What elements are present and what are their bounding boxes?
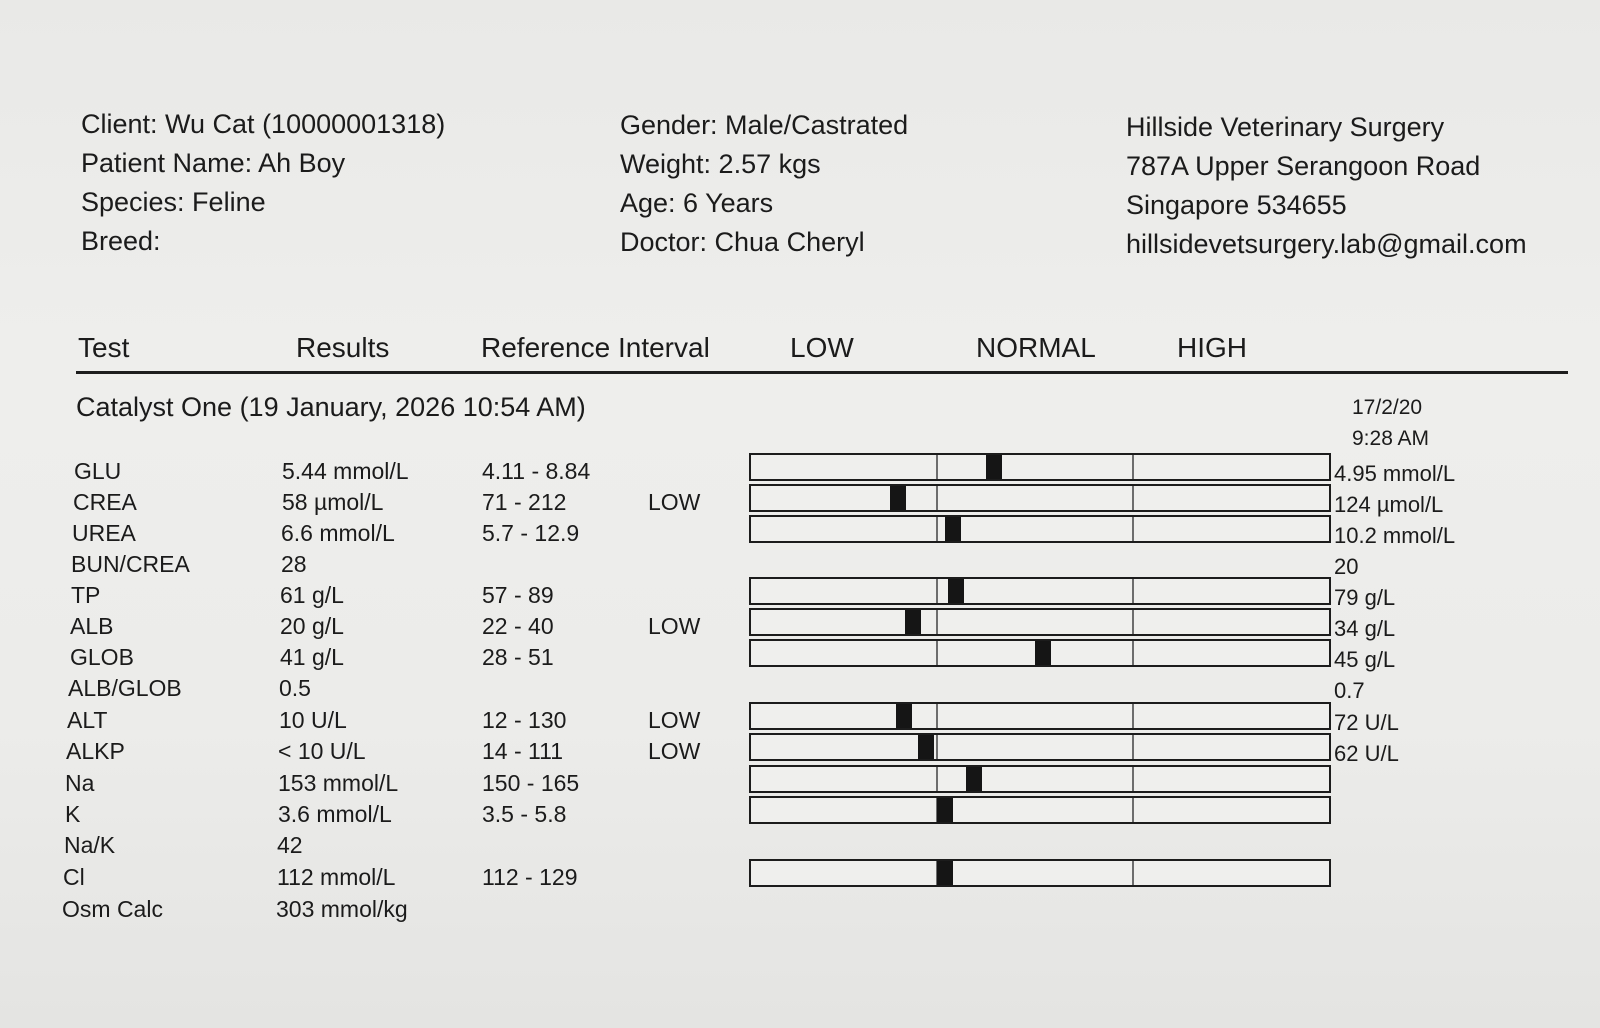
test-result: 20 g/L [280, 613, 344, 639]
normal-high-divider [1132, 517, 1134, 541]
test-name: Na/K [64, 832, 116, 858]
range-gauge [749, 515, 1331, 543]
normal-high-divider [1132, 798, 1134, 822]
low-normal-divider [936, 486, 938, 510]
normal-high-divider [1132, 486, 1134, 510]
low-normal-divider [936, 610, 938, 634]
normal-high-divider [1132, 767, 1134, 791]
gauge-marker [986, 455, 1002, 479]
gauge-marker [966, 767, 982, 791]
test-name: TP [71, 582, 101, 608]
range-gauge [749, 577, 1331, 605]
weight-line: Weight: 2.57 kgs [620, 149, 821, 179]
table-row [0, 864, 1600, 894]
test-result: 0.5 [279, 675, 311, 701]
status-flag: LOW [648, 489, 701, 515]
header-divider [76, 371, 1568, 374]
test-name: GLU [74, 458, 122, 484]
test-name: ALB [70, 613, 114, 639]
gender-line: Gender: Male/Castrated [620, 110, 909, 140]
age-line: Age: 6 Years [620, 188, 774, 218]
normal-high-divider [1132, 610, 1134, 634]
gauge-marker [1035, 641, 1051, 665]
column-heading-normal: NORMAL [976, 332, 1096, 363]
test-result: 10 U/L [279, 707, 347, 733]
range-gauge [749, 453, 1331, 481]
reference-interval: 57 - 89 [482, 582, 554, 608]
table-row [0, 801, 1600, 831]
clinic-city: Singapore 534655 [1126, 190, 1347, 220]
gauge-marker [896, 704, 912, 728]
previous-run-time: 9:28 AM [1352, 427, 1430, 450]
test-result: 153 mmol/L [278, 770, 399, 796]
range-gauge [749, 484, 1331, 512]
previous-result: 45 g/L [1334, 647, 1396, 672]
test-name: UREA [72, 520, 136, 546]
test-name: Na [65, 770, 95, 796]
table-row [0, 832, 1600, 862]
clinic-address: 787A Upper Serangoon Road [1126, 151, 1481, 181]
low-normal-divider [936, 704, 938, 728]
test-name: CREA [73, 489, 137, 515]
reference-interval: 4.11 - 8.84 [482, 458, 591, 484]
range-gauge [749, 859, 1331, 887]
table-row [0, 520, 1600, 550]
test-result: 303 mmol/kg [276, 896, 408, 922]
test-name: ALKP [66, 738, 125, 764]
column-heading-results: Results [296, 332, 390, 363]
test-name: Cl [63, 864, 85, 890]
reference-interval: 28 - 51 [482, 644, 554, 670]
normal-high-divider [1132, 861, 1134, 885]
range-gauge [749, 765, 1331, 793]
test-name: Osm Calc [62, 896, 163, 922]
species-line: Species: Feline [81, 187, 266, 217]
previous-result: 124 µmol/L [1334, 492, 1444, 517]
column-heading-test: Test [78, 332, 130, 363]
test-result: 58 µmol/L [282, 489, 384, 515]
low-normal-divider [936, 641, 938, 665]
table-row [0, 738, 1600, 768]
test-name: K [65, 801, 81, 827]
test-name: BUN/CREA [71, 551, 190, 577]
test-name: GLOB [70, 644, 134, 670]
test-result: 112 mmol/L [277, 864, 396, 890]
table-row [0, 644, 1600, 674]
gauge-marker [945, 517, 961, 541]
doctor-line: Doctor: Chua Cheryl [620, 227, 865, 257]
reference-interval: 71 - 212 [482, 489, 567, 515]
previous-run-date: 17/2/20 [1352, 396, 1423, 419]
test-result: 61 g/L [280, 582, 344, 608]
column-heading-low: LOW [790, 332, 854, 363]
patient-info-block [620, 108, 908, 264]
client-info-block [81, 107, 445, 263]
test-name: ALB/GLOB [68, 675, 182, 701]
test-name: ALT [67, 707, 108, 733]
analyzer-section-title: Catalyst One (19 January, 2026 10:54 AM) [76, 392, 586, 422]
reference-interval: 14 - 111 [482, 738, 563, 764]
reference-interval: 22 - 40 [482, 613, 554, 639]
previous-result: 20 [1334, 554, 1359, 579]
normal-high-divider [1132, 704, 1134, 728]
gauge-marker [937, 798, 953, 822]
status-flag: LOW [648, 707, 701, 733]
test-result: 5.44 mmol/L [282, 458, 409, 484]
gauge-marker [937, 861, 953, 885]
previous-result: 0.7 [1334, 678, 1365, 703]
breed-line: Breed: [81, 226, 161, 256]
low-normal-divider [936, 767, 938, 791]
reference-interval: 112 - 129 [482, 864, 578, 890]
clinic-name: Hillside Veterinary Surgery [1126, 112, 1445, 142]
test-result: 28 [281, 551, 307, 577]
range-gauge [749, 702, 1331, 730]
table-row [0, 896, 1600, 926]
previous-result: 34 g/L [1334, 616, 1396, 641]
previous-result: 10.2 mmol/L [1334, 523, 1456, 548]
clinic-info-block [1126, 110, 1527, 266]
gauge-marker [918, 735, 934, 759]
test-result: 41 g/L [280, 644, 344, 670]
status-flag: LOW [648, 613, 701, 639]
normal-high-divider [1132, 579, 1134, 603]
previous-result: 72 U/L [1334, 710, 1399, 735]
test-result: < 10 U/L [278, 738, 366, 764]
patient-name-line: Patient Name: Ah Boy [81, 148, 346, 178]
range-gauge [749, 639, 1331, 667]
test-result: 6.6 mmol/L [281, 520, 395, 546]
gauge-marker [905, 610, 921, 634]
reference-interval: 12 - 130 [482, 707, 567, 733]
reference-interval: 3.5 - 5.8 [482, 801, 567, 827]
low-normal-divider [936, 455, 938, 479]
test-result: 3.6 mmol/L [278, 801, 392, 827]
test-result: 42 [277, 832, 303, 858]
low-normal-divider [936, 517, 938, 541]
range-gauge [749, 608, 1331, 636]
range-gauge [749, 733, 1331, 761]
previous-result: 62 U/L [1334, 741, 1399, 766]
range-gauge [749, 796, 1331, 824]
gauge-marker [890, 486, 906, 510]
table-row [0, 675, 1600, 705]
previous-result: 4.95 mmol/L [1334, 461, 1456, 486]
status-flag: LOW [648, 738, 701, 764]
clinic-email: hillsidevetsurgery.lab@gmail.com [1126, 229, 1527, 259]
low-normal-divider [936, 735, 938, 759]
previous-result: 79 g/L [1334, 585, 1396, 610]
reference-interval: 150 - 165 [482, 770, 580, 796]
gauge-marker [948, 579, 964, 603]
reference-interval: 5.7 - 12.9 [482, 520, 580, 546]
normal-high-divider [1132, 735, 1134, 759]
column-heading-high: HIGH [1177, 332, 1247, 363]
column-heading-reference: Reference Interval [481, 332, 710, 363]
normal-high-divider [1132, 641, 1134, 665]
client-line: Client: Wu Cat (10000001318) [81, 109, 446, 139]
normal-high-divider [1132, 455, 1134, 479]
low-normal-divider [936, 579, 938, 603]
